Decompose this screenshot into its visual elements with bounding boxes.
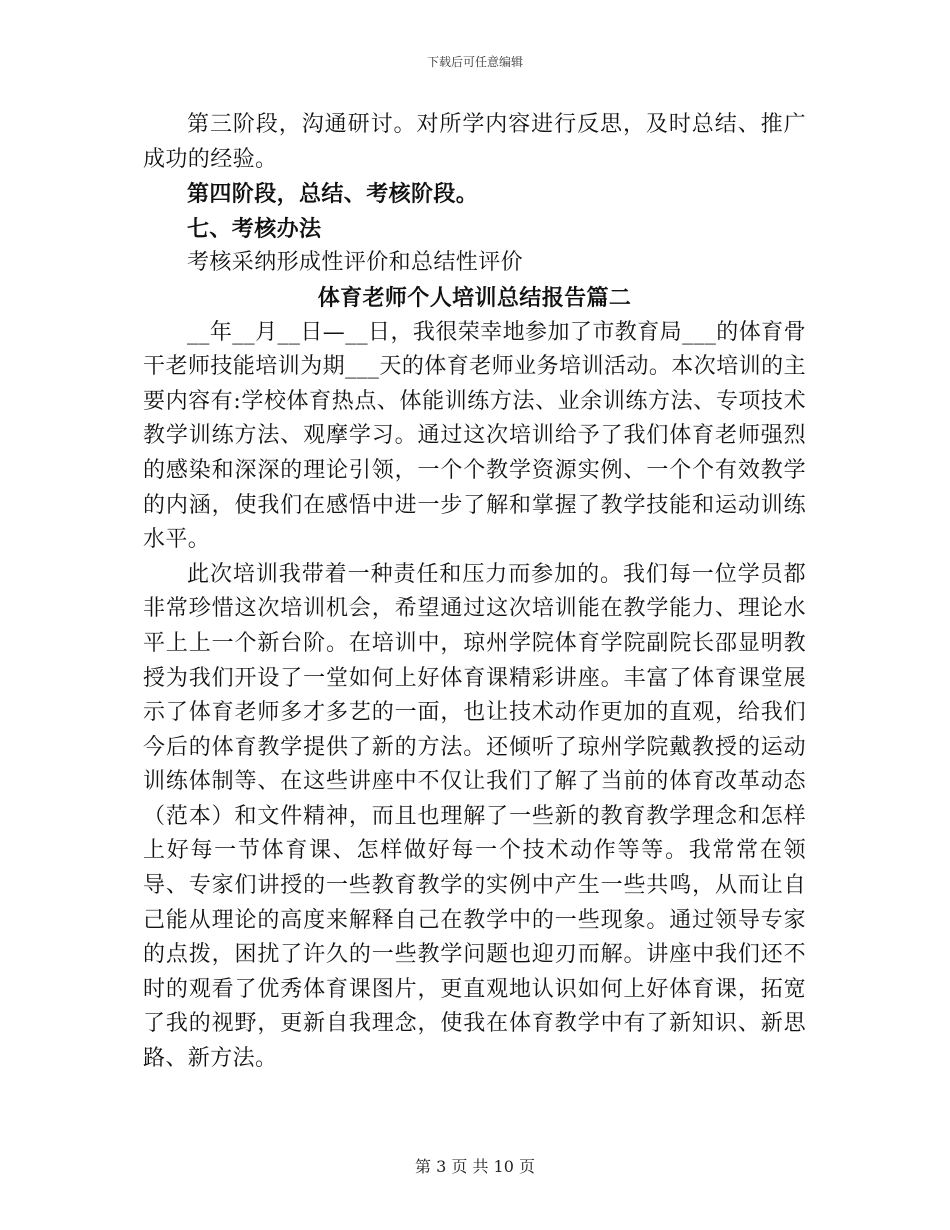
document-body	[143, 108, 806, 1077]
page-footer	[0, 1157, 950, 1177]
header-note: 下载后可任意编辑	[426, 55, 523, 69]
page-number: 第 3 页 共 10 页	[415, 1157, 535, 1176]
assessment-paragraph: 考核采纳形成性评价和总结性评价	[187, 250, 524, 276]
stage-three-paragraph: 第三阶段，沟通研讨。对所学内容进行反思，及时总结、推广成功的经验。	[143, 112, 806, 172]
article-paragraph-1: __年__月__日—__日，我很荣幸地参加了市教育局___的体育骨干老师技能培训为期___天的体育老师业务培训活动。本次培训的主要内容有:学校体育热点、体能训练方法、业余训练方法、专项技术教学训练方法、观摩学习。通过这次培训给予了我们体育老师强烈的感染和深深的理论引领，一个个教学资源实例、一个个有效教学的内涵，使我们在感悟中进一步了解和掌握了教学技能和运动训练水平。	[143, 319, 806, 553]
section-seven-heading: 七、考核办法	[187, 215, 322, 242]
page-header	[0, 54, 950, 70]
stage-four-heading: 第四阶段，总结、考核阶段。	[187, 181, 479, 208]
article-title: 体育老师个人培训总结报告篇二	[317, 284, 632, 311]
article-paragraph-2: 此次培训我带着一种责任和压力而参加的。我们每一位学员都非常珍惜这次培训机会，希望通过这次培训能在教学能力、理论水平上上一个新台阶。在培训中，琼州学院体育学院副院长邵显明教授为我们开设了一堂如何上好体育课精彩讲座。丰富了体育课堂展示了体育老师多才多艺的一面，也让技术动作更加的直观，给我们今后的体育教学提供了新的方法。还倾听了琼州学院戴教授的运动训练体制等、在这些讲座中不仅让我们了解了当前的体育改革动态（范本）和文件精神，而且也理解了一些新的教育教学理念和怎样上好每一节体育课、怎样做好每一个技术动作等等。我常常在领导、专家们讲授的一些教育教学的实例中产生一些共鸣，从而让自己能从理论的高度来解释自己在教学中的一些现象。通过领导专家的点拨，困扰了许久的一些教学问题也迎刃而解。讲座中我们还不时的观看了优秀体育课图片，更直观地认识如何上好体育课，拓宽了我的视野，更新自我理念，使我在体育教学中有了新知识、新思路、新方法。	[143, 561, 806, 1072]
